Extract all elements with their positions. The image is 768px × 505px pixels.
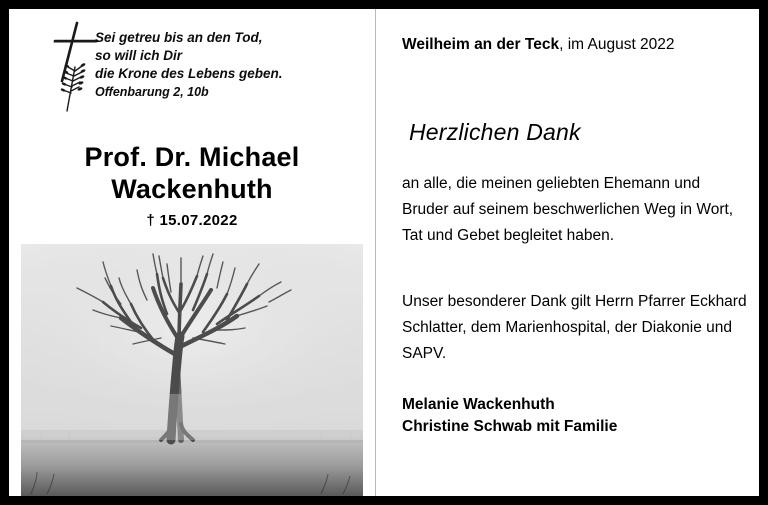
thanks-heading: Herzlichen Dank (409, 119, 581, 145)
signer-1: Melanie Wackenhuth (402, 396, 555, 413)
card-inner (9, 9, 759, 496)
deceased-name-block (9, 141, 375, 229)
signers-block (402, 394, 747, 438)
border-bottom (0, 496, 768, 505)
border-right (759, 0, 768, 505)
border-top (0, 0, 768, 9)
date-suffix: , im August 2022 (559, 36, 675, 53)
bible-verse (95, 29, 335, 101)
deceased-name-line-2: Wackenhuth (111, 174, 273, 204)
verse-reference: Offenbarung 2, 10b (95, 85, 209, 99)
right-column (376, 9, 759, 496)
signer-2: Christine Schwab mit Familie (402, 418, 618, 435)
death-date: † 15.07.2022 (146, 212, 238, 229)
bare-tree-in-fog-photo (21, 244, 363, 496)
left-column (9, 9, 375, 496)
border-left (0, 0, 9, 505)
verse-line-2: so will ich Dir (95, 48, 183, 63)
place-name: Weilheim an der Teck (402, 36, 560, 53)
thanks-paragraph-1: an alle, die meinen geliebten Ehemann und Bruder auf seinem beschwerlichen Weg in Wort, Tat und Gebet begleitet haben. (402, 175, 734, 244)
verse-line-3: die Krone des Lebens geben. (95, 66, 283, 81)
place-and-date (402, 35, 747, 55)
deceased-name-line-1: Prof. Dr. Michael (84, 142, 300, 172)
thanks-paragraph-2: Unser besonderer Dank gilt Herrn Pfarrer Eckhard Schlatter, dem Marienhospital, der Diakonie und SAPV. (402, 293, 747, 362)
verse-line-1: Sei getreu bis an den Tod, (95, 30, 263, 45)
